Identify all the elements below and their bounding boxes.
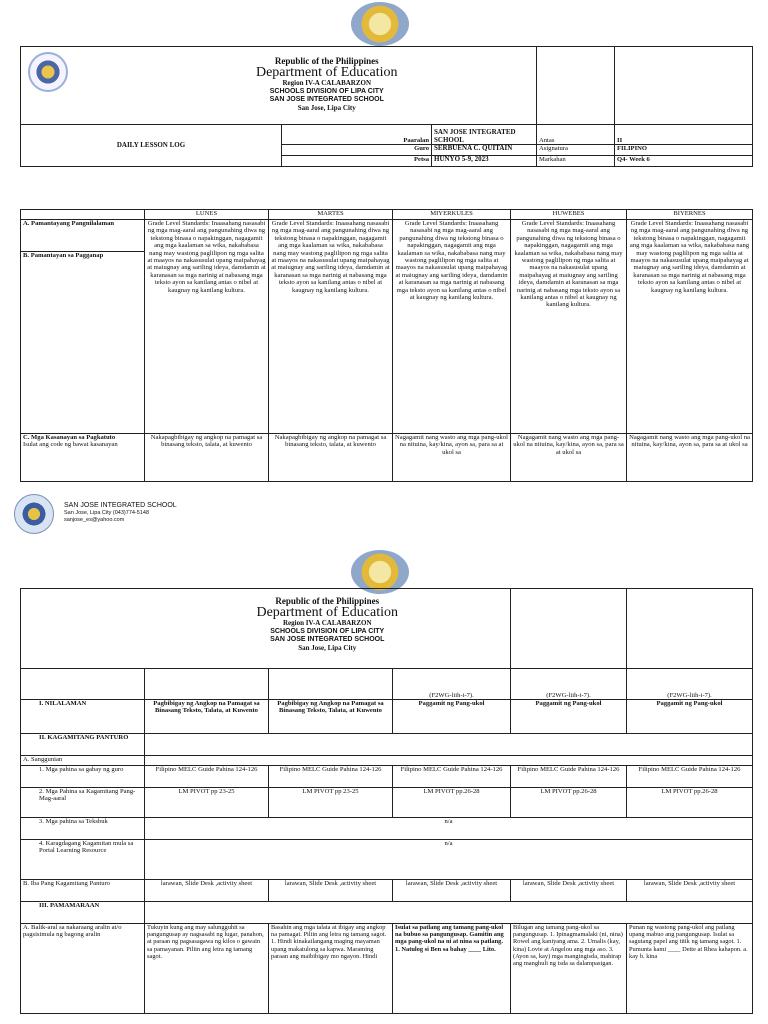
iba-lunes: larawan, Slide Desk ,activity sheet <box>145 880 269 902</box>
code-lunes <box>145 669 269 700</box>
nilalaman-biyernes: Paggamit ng Pang-ukol <box>627 700 753 734</box>
dll-title: DAILY LESSON LOG <box>21 125 282 167</box>
code-miyerkules: (F2WG-liih-i-7). <box>393 669 511 700</box>
page2-division-text: SCHOOLS DIVISION OF LIPA CITY <box>270 627 385 635</box>
guro-value: SERBUENA C. QUITAIN <box>432 145 537 156</box>
iba-miyerkules: larawan, Slide Desk ,activity sheet <box>393 880 511 902</box>
markahan-label: Markahan <box>537 156 615 167</box>
code-huwebes: (F2WG-liih-i-7). <box>511 669 627 700</box>
balik-aral-label: A. Balik-aral sa nakaraang aralin at/o pagsisimula ng bagong aralin <box>21 924 145 1014</box>
school-text: SAN JOSE INTEGRATED SCHOOL <box>269 95 384 103</box>
republic-text: Republic of the Philippines <box>274 56 379 66</box>
nilalaman-martes: Pagbibigay ng Angkop na Pamagat sa Binasang Teksto, Talata, at Kuwento <box>269 700 393 734</box>
standards-martes: Grade Level Standards: Inaasahang nasasabi ng mga mag-aaral ang pangunahing diwa ng tekstong binasa o napakinggan, nagagamit ang mga kaalaman sa wika, nakababasa nang may wastong paglilipon ng mga salita at maayos na nakasusulat upang maipahayag at maiugnay ang sariling ideya, damdamin at karanasan sa mga narinig at nabasang mga teksto ayon sa kanilang antas o nibel at kaugnay ng kanilang kultura. <box>269 220 393 434</box>
region-text: Region IV-A CALABARZON <box>282 79 372 87</box>
markahan-value: Q4- Week 6 <box>615 156 753 167</box>
guro-label: Guro <box>282 145 432 156</box>
petsa-value: HUNYO 5-9, 2023 <box>432 156 537 167</box>
standards-miyerkules: Grade Level Standards: Inaasahang nasasabi ng mga mag-aaral ang pangunahing diwa ng tekstong binasa o napakinggan, nagagamit ang mga kaalaman sa wika, nakababasa nang may wastong paglilipon ng mga salita at maayos na nakasusulat upang maipahayag at maiugnay ang sariling ideya, damdamin at karanasan sa mga narinig at nabasang mga teksto ayon sa kanilang antas o nibel at kaugnay ng kanilang kultura. <box>393 220 511 434</box>
competency-miyerkules: Nagagamit nang wasto ang mga pang-ukol na nituina, kay/kina, ayon sa, para sa at ukol sa <box>393 434 511 482</box>
day-header-miyerkules: MIYERKULES <box>393 210 511 220</box>
day-header-biyernes: BIYERNES <box>627 210 753 220</box>
page2-school-text: SAN JOSE INTEGRATED SCHOOL <box>270 635 385 643</box>
gabay-biyernes: Filipino MELC Guide Pahina 124-126 <box>627 766 753 788</box>
division-text: SCHOOLS DIVISION OF LIPA CITY <box>269 87 384 95</box>
iba-biyernes: larawan, Slide Desk ,activity sheet <box>627 880 753 902</box>
kagamitang-label: 2. Mga Pahina sa Kagamitang Pang-Mag-aaral <box>21 788 145 818</box>
row-c-sub: Isulat ang code ng bawat kasanayan <box>23 441 118 449</box>
footer-address: San Jose, Lipa City (043)774-5148 <box>64 510 149 516</box>
gabay-martes: Filipino MELC Guide Pahina 124-126 <box>269 766 393 788</box>
competency-biyernes: Nagagamit nang wasto ang mga pang-ukol na nituina, kay/kina, ayon sa, para sa at ukol sa <box>627 434 753 482</box>
antas-label: Antas <box>537 125 615 145</box>
page2-department-text: Department of Education <box>256 605 398 620</box>
lr-value: n/a <box>145 840 753 880</box>
code-martes <box>269 669 393 700</box>
antas-value: II <box>615 125 753 145</box>
paaralan-label: Paaralan <box>282 125 432 145</box>
asignatura-label: Asignatura <box>537 145 615 156</box>
header-block <box>118 47 537 125</box>
row-pamantayan-sa-pagganap: B. Pamantayan sa Pagganap <box>21 252 145 434</box>
row-c-label: C. Mga Kasanayan sa Pagkatuto <box>23 434 116 441</box>
header-table <box>20 46 753 167</box>
standards-huwebes: Grade Level Standards: Inaasahang nasasabi ng mga mag-aaral ang pangunahing diwa ng tekstong binasa o napakinggan, nagagamit ang mga kaalaman sa wika, nakababasa nang may wastong paglilipon ng mga salita at maayos na nakasusulat upang maipahayag at maiugnay ang sariling ideya, damdamin at karanasan sa mga narinig at nabasang mga teksto ayon sa kanilang antas o nibel at kaugnay ng kanilang kultura. <box>511 220 627 434</box>
standards-table <box>20 209 753 482</box>
school-logo-footer <box>14 494 54 534</box>
competency-martes: Nakapagbibigay ng angkop na pamagat sa binasang teksto, talata, at kuwento <box>269 434 393 482</box>
paaralan-value: SAN JOSE INTEGRATED SCHOOL <box>432 125 537 145</box>
kagamitang-huwebes: LM PIVOT pp.26-28 <box>511 788 627 818</box>
nilalaman-label: I. NILALAMAN <box>21 700 145 734</box>
day-header-lunes: LUNES <box>145 210 269 220</box>
balik-biyernes: Punan ng wastong pang-ukol ang patlang upang mabuo ang pangungusap. Isulat sa sagutang papel ang titik ng tamang sagot. 1. Pumunta kami ____ Dette at Rhea kahapon. a. kay b. kina <box>627 924 753 1014</box>
competency-lunes: Nakapagbibigay ng angkop na pamagat sa binasang teksto, talata, at kuwento <box>145 434 269 482</box>
nilalaman-lunes: Pagbibigay ng Angkop na Pamagat sa Binasang Teksto, Talata, at Kuwento <box>145 700 269 734</box>
standards-lunes: Grade Level Standards: Inaasahang nasasabi ng mga mag-aaral ang pangunahing diwa ng tekstong binasa o napakinggan, nagagamit ang mga kaalaman sa wika, nakababasa nang may wastong paglilipon ng mga salita at maayos na nakasusulat upang maipahayag at maiugnay ang sariling ideya, damdamin at karanasan sa mga narinig at nabasang mga teksto ayon sa kanilang antas o nibel at kaugnay ng kanilang kultura. <box>145 220 269 434</box>
competency-huwebes: Nagagamit nang wasto ang mga pang-ukol na nituina, kay/kina, ayon sa, para sa at ukol sa <box>511 434 627 482</box>
page2-location-text: San Jose, Lipa City <box>298 643 357 652</box>
nilalaman-miyerkules: Paggamit ng Pang-ukol <box>393 700 511 734</box>
gabay-lunes: Filipino MELC Guide Pahina 124-126 <box>145 766 269 788</box>
gabay-label: 1. Mga pahina sa gabay ng guro <box>21 766 145 788</box>
day-header-huwebes: HUWEBES <box>511 210 627 220</box>
iba-huwebes: larawan, Slide Desk ,activity sheet <box>511 880 627 902</box>
gabay-miyerkules: Filipino MELC Guide Pahina 124-126 <box>393 766 511 788</box>
kagamitang-martes: LM PIVOT pp 23-25 <box>269 788 393 818</box>
footer-block <box>64 501 177 524</box>
teksbuk-label: 3. Mga pahina sa Teksbuk <box>21 818 145 840</box>
department-text: Department of Education <box>255 65 398 80</box>
kagamitang-miyerkules: LM PIVOT pp.26-28 <box>393 788 511 818</box>
page2-republic-text: Republic of the Philippines <box>275 596 380 606</box>
petsa-label: Petsa <box>282 156 432 167</box>
page2-region-text: Region IV-A CALABARZON <box>282 619 372 627</box>
footer-email: sanjose_es@yahoo.com <box>64 517 125 523</box>
nilalaman-huwebes: Paggamit ng Pang-ukol <box>511 700 627 734</box>
teksbuk-value: n/a <box>145 818 753 840</box>
row-kasanayan-sa-pagkatuto <box>21 434 145 482</box>
balik-miyerkules: Isulat sa patlang ang tamang pang-ukol na bubuo sa pangungusap. Gamitin ang mga pang-ukol na ni at nina sa patlang. 1. Natulog si Ben sa bahay ____ Lito. <box>393 924 511 1014</box>
location-text: San Jose, Lipa City <box>297 103 356 112</box>
day-header-martes: MARTES <box>269 210 393 220</box>
balik-huwebes: Bilugan ang tamang pang-ukol sa pangungusap. 1. Ipinagmamalaki (ni, nina) Rowel ang kaniyang ama. 2. Umalis (kay, kina) Lovie at Angelou ang mga aso. 3. (Ayon sa, kay) mga mangingisda, mahirap ang manghuli ng isda sa dalampasigan. <box>511 924 627 1014</box>
standards-biyernes: Grade Level Standards: Inaasahang nasasabi ng mga mag-aaral ang pangunahing diwa ng tekstong binasa o napakinggan, nagagamit ang mga kaalaman sa wika, nakababasa nang may wastong paglilipon ng mga salita at maayos na nakasusulat upang maipahayag at maiugnay ang sariling ideya, damdamin at karanasan sa mga narinig at nabasang mga teksto ayon sa kanilang antas o nibel at kaugnay ng kanilang kultura. <box>627 220 753 434</box>
footer-school: SAN JOSE INTEGRATED SCHOOL <box>64 502 177 509</box>
row-pamantayang-pangnilalaman: A. Pamantayang Pangnilalaman <box>21 220 145 252</box>
asignatura-value: FILIPINO <box>615 145 753 156</box>
iba-label: B. Iba Pang Kagamitang Panturo <box>21 880 145 902</box>
page2-header-block <box>145 589 511 669</box>
kagamitang-biyernes: LM PIVOT pp.26-28 <box>627 788 753 818</box>
kagamitan-label: II. KAGAMITANG PANTURO <box>21 734 145 756</box>
lr-label: 4. Karagdagang Kagamitan mula sa Portal Learning Resource <box>21 840 145 880</box>
iba-martes: larawan, Slide Desk ,activity sheet <box>269 880 393 902</box>
balik-lunes: Tukuyin kung ang may salungguhit sa pangungusap ay nagsasabi ng lugar, panahon, at paraan ng pagsasagawa ng kilos o gawain sa pamayanan. Piliin ang letra ng tamang sagot. <box>145 924 269 1014</box>
gabay-huwebes: Filipino MELC Guide Pahina 124-126 <box>511 766 627 788</box>
sanggunian-label: A. Sanggunian <box>21 756 145 766</box>
page2-header-table <box>20 588 753 1014</box>
deped-seal-top <box>351 2 409 46</box>
balik-martes: Basahin ang mga talata at ibigay ang angkop na pamagat. Piliin ang letra ng tamang sagot. 1. Hindi kinakailangang maging mayaman upang makatulong sa kapwa. Maraming paraan ang maibibigay mo ngayon. Hindi <box>269 924 393 1014</box>
kagamitang-lunes: LM PIVOT pp 23-25 <box>145 788 269 818</box>
pamamaraan-label: III. PAMAMARAAN <box>21 902 145 924</box>
code-biyernes: (F2WG-liih-i-7). <box>627 669 753 700</box>
